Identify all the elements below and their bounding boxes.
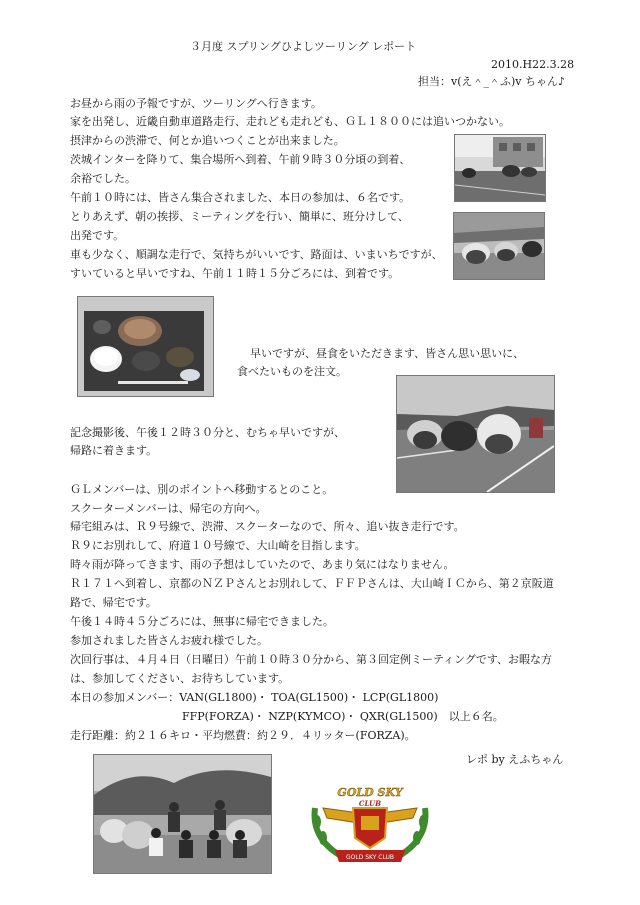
text-line: 家を出発し、近畿自動車道路走行、走れども走れども、ＧＬ１８００には追いつかない。 xyxy=(70,115,510,128)
text-line: お昼から雨の予報ですが、ツーリングへ行きます。 xyxy=(70,97,322,110)
text-line: 次回行事は、４月４日（日曜日）午前１０時３０分から、第３回定例ミーティングです、お暇な方 xyxy=(70,653,553,666)
text-line: 帰宅組みは、Ｒ９号線で、渋滞、スクーターなので、所々、追い抜き走行です。 xyxy=(70,520,465,533)
text-line: 摂津からの渋滞で、何とか追いつくことが出来ました。 xyxy=(70,134,345,147)
text-line: スクーターメンバーは、帰宅の方向へ。 xyxy=(70,502,267,515)
members-line-1: 本日の参加メンバー：VAN(GL1800)・ TOA(GL1500)・ LCP(GL1800) xyxy=(70,691,439,704)
text-line: ＧＬメンバーは、別のポイントへ移動するとのこと。 xyxy=(70,483,334,496)
members-line-2: FFP(FORZA)・ NZP(KYMCO)・ QXR(GL1500) 以上６名。 xyxy=(182,710,504,723)
text-line: 早いですが、昼食をいただきます、皆さん思い思いに、 xyxy=(250,347,525,360)
text-line: 午前１０時には、皆さん集合されました、本日の参加は、６名です。 xyxy=(70,191,411,204)
gold-sky-club-logo xyxy=(305,778,435,868)
text-line: 余裕でした。 xyxy=(70,172,136,185)
text-line: 茨城インターを降りて、集合場所へ到着、午前９時３０分頃の到着、 xyxy=(70,153,411,166)
bikes-on-road-photo xyxy=(396,375,555,493)
report-date: 2010.H22.3.28 xyxy=(491,58,575,71)
distance-line: 走行距離：約２１６キロ・平均燃費：約２９．４リッター(FORZA)。 xyxy=(70,729,416,742)
text-line: とりあえず、朝の挨拶、ミーティングを行い、簡単に、班分けして、 xyxy=(70,210,409,223)
report-title: ３月度 スプリングひよしツーリング レポート xyxy=(190,40,417,53)
text-line: 帰路に着きます。 xyxy=(70,444,158,457)
logo-title-text: GOLD SKY xyxy=(337,786,403,799)
report-author: 担当：v(え＾_＾ふ)v ちゃん♪ xyxy=(418,75,566,88)
lunch-photo xyxy=(77,296,214,397)
text-line: Ｒ９にお別れして、府道１０号線で、大山崎を目指します。 xyxy=(70,539,366,552)
motorcycles-photo xyxy=(453,212,545,280)
meeting-place-photo xyxy=(454,134,546,202)
text-line: 食べたいものを注文。 xyxy=(237,365,347,378)
text-line: は、参加してください、お待ちしています。 xyxy=(70,672,290,685)
text-line: 午後１４時４５分ごろには、無事に帰宅できました。 xyxy=(70,615,334,628)
text-line: 出発です。 xyxy=(70,229,125,242)
text-line: 時々雨が降ってきます、雨の予想はしていたので、あまり気にはなりません。 xyxy=(70,558,455,571)
text-line: 記念撮影後、午後１２時３０分と、むちゃ早いですが、 xyxy=(70,426,345,439)
logo-ribbon-text: GOLD SKY CLUB xyxy=(345,854,395,861)
text-line: 参加されました皆さんお疲れ様でした。 xyxy=(70,634,268,647)
signature: レポ by えふちゃん xyxy=(466,753,564,766)
text-line: 路で、帰宅です。 xyxy=(70,596,157,609)
text-line: すいていると早いですね、午前１１時１５分ごろには、到着です。 xyxy=(70,267,400,280)
logo-club-text: CLUB xyxy=(358,799,382,808)
group-photo xyxy=(93,754,272,874)
text-line: Ｒ１７１へ到着し、京都のＮＺＰさんとお別れして、ＦＦＰさんは、大山崎ＩＣから、第２京阪道 xyxy=(70,577,554,590)
text-line: 車も少なく、順調な走行で、気持ちがいいです、路面は、いまいちですが、 xyxy=(70,248,443,261)
